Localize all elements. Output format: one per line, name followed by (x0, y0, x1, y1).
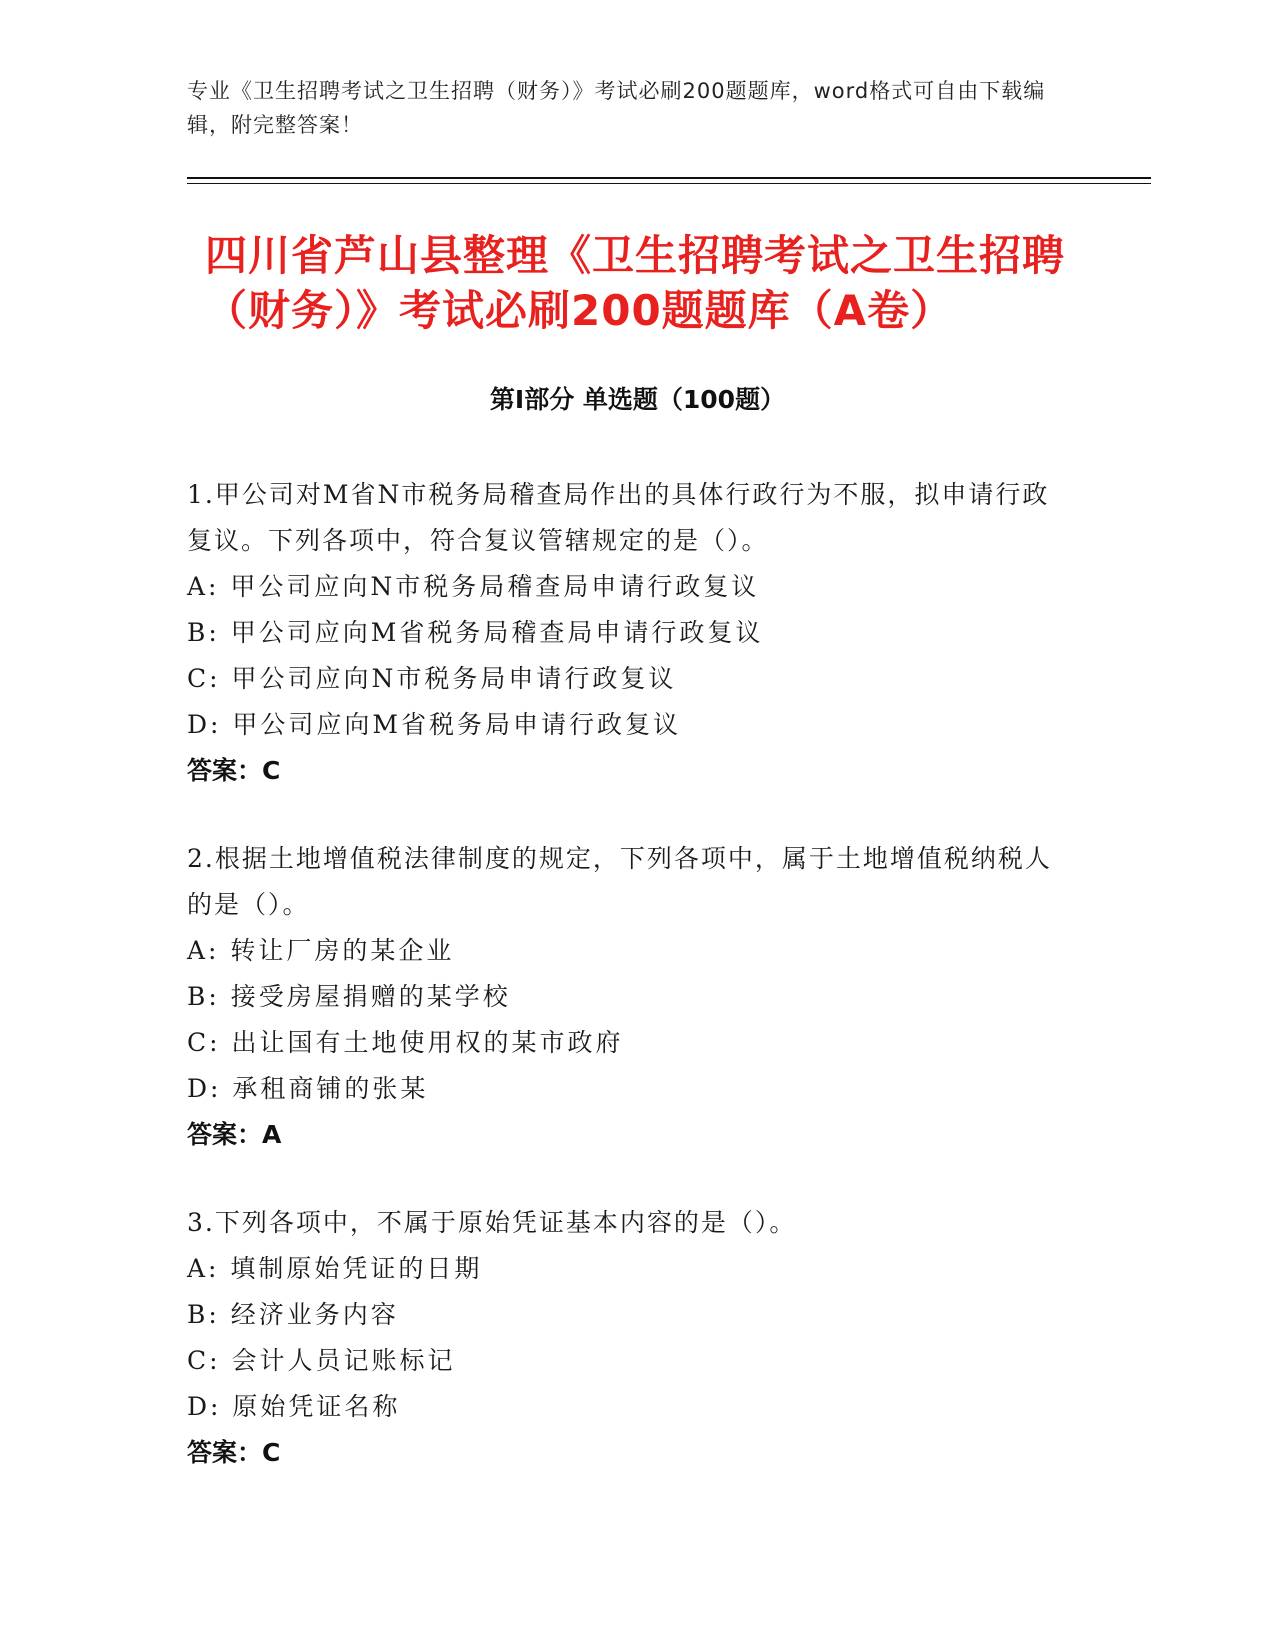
option-d: D: 承租商铺的张某 (187, 1074, 429, 1103)
answer: 答案：A (187, 1120, 282, 1149)
option-b: B: 甲公司应向M省税务局稽查局申请行政复议 (187, 618, 764, 647)
question-stem: 3.下列各项中，不属于原始凭证基本内容的是（）。 (187, 1208, 797, 1237)
section-heading: 第Ⅰ部分 单选题（100题） (489, 385, 786, 414)
option-a: A: 转让厂房的某企业 (187, 936, 455, 965)
option-a: A: 甲公司应向N市税务局稽查局申请行政复议 (187, 572, 760, 601)
option-a: A: 填制原始凭证的日期 (187, 1254, 483, 1283)
question-stem: 2.根据土地增值税法律制度的规定，下列各项中，属于土地增值税纳税人的是（）。 (187, 844, 1052, 919)
option-b: B: 经济业务内容 (187, 1300, 399, 1329)
question-1 (187, 472, 1067, 794)
question-stem: 1.甲公司对M省N市税务局稽查局作出的具体行政行为不服，拟申请行政复议。下列各项中，符合复议管辖规定的是（）。 (187, 480, 1050, 555)
option-c: C: 会计人员记账标记 (187, 1346, 456, 1375)
header-note: 专业《卫生招聘考试之卫生招聘（财务）》考试必刷200题题库，word格式可自由下载编辑，附完整答案！ (187, 79, 1046, 137)
header-rule-thick (187, 177, 1151, 179)
header-rule-thin (187, 183, 1151, 184)
question-3 (187, 1200, 1067, 1476)
document-title: 四川省芦山县整理《卫生招聘考试之卫生招聘（财务）》考试必刷200题题库（A卷） (205, 231, 1066, 335)
answer: 答案：C (187, 1438, 281, 1467)
question-2 (187, 836, 1067, 1158)
option-d: D: 原始凭证名称 (187, 1392, 401, 1421)
answer: 答案：C (187, 756, 281, 785)
question-list (187, 472, 1067, 1518)
option-c: C: 甲公司应向N市税务局申请行政复议 (187, 664, 677, 693)
option-c: C: 出让国有土地使用权的某市政府 (187, 1028, 624, 1057)
option-b: B: 接受房屋捐赠的某学校 (187, 982, 511, 1011)
option-d: D: 甲公司应向M省税务局申请行政复议 (187, 710, 682, 739)
